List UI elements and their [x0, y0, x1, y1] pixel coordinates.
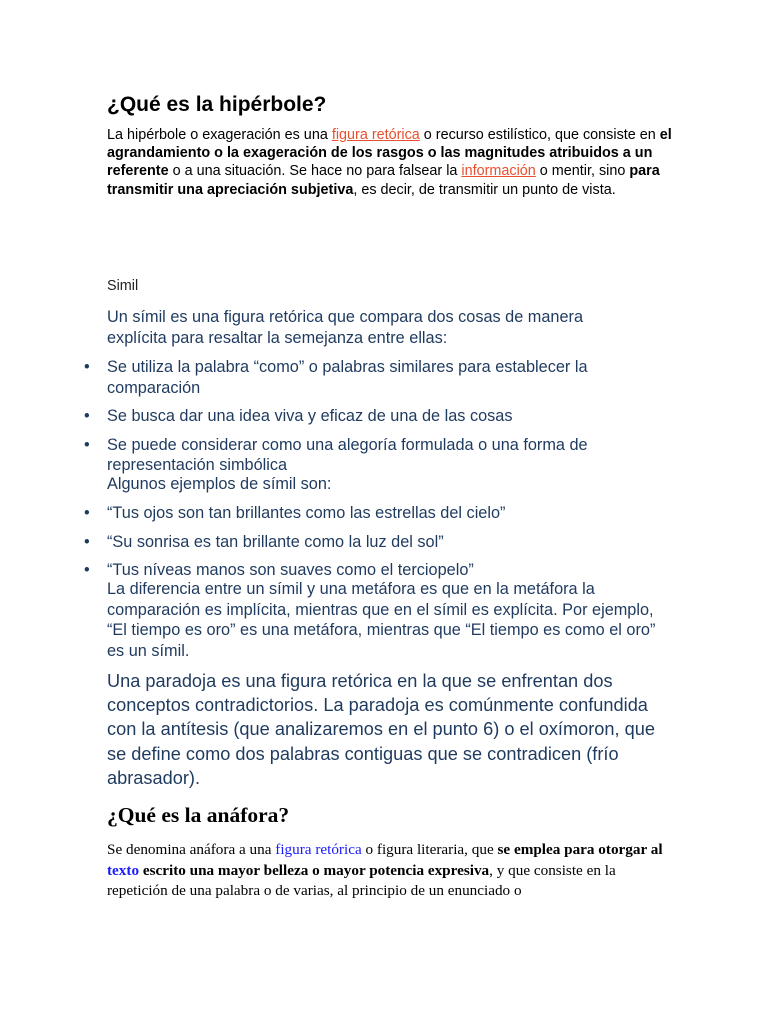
bold-text: escrito una mayor belleza o mayor potencia expresiva [139, 861, 490, 879]
simil-examples-list [84, 503, 667, 589]
simil-intro: Un símil es una figura retórica que compara dos cosas de manera explícita para resaltar la semejanza entre ellas: [107, 308, 584, 347]
text-run: La hipérbole o exageración es una [107, 127, 332, 143]
bullet-icon: • [84, 504, 90, 522]
text-run: o recurso estilístico, que consiste en [419, 127, 660, 143]
text-run: . La paradoja es comúnmente confundida con la antítesis (que analizaremos en el punto 6) o el oxímoron, que se define como dos palabras contiguas que se contradicen (frío abrasador). [107, 695, 655, 788]
list-item [84, 503, 667, 524]
bold-text: para transmitir una apreciación subjetiva [107, 163, 660, 198]
list-item-text: Se puede considerar como una alegoría formulada o una forma de representación simbólica [107, 435, 588, 474]
text-run: o mentir, sino [535, 163, 630, 180]
simil-features-list [84, 357, 647, 476]
bullet-icon: • [84, 358, 90, 376]
bullet-icon: • [84, 435, 90, 454]
list-item [84, 532, 667, 553]
list-item-text: Se busca dar una idea viva y eficaz de una de las cosas [107, 407, 513, 425]
text-run: , y que consiste en la repetición de una palabra o de varias, al principio de un enunciado o [107, 861, 616, 899]
text-run: Una paradoja es una [107, 671, 281, 691]
link-figura-retorica-2[interactable]: figura retórica [275, 841, 362, 858]
link-figura-retorica[interactable]: figura retórica [331, 127, 420, 143]
paragraph-anafora [107, 840, 667, 902]
text-run: figura retórica en la que se enfrentan dos conceptos contradictorios [107, 671, 613, 716]
bold-text: el agrandamiento o la exageración de los rasgos o las magnitudes atribuidos a un referente [107, 127, 672, 180]
examples-intro: Algunos ejemplos de símil son: [107, 475, 332, 493]
list-item-text: Se utiliza la palabra “como” o palabras similares para establecer la comparación [107, 358, 588, 397]
paragraph-hiperbole [107, 126, 677, 199]
list-item-text: “Su sonrisa es tan brillante como la luz del sol” [107, 532, 444, 551]
paragraph-paradoja [107, 669, 667, 790]
heading-anafora: ¿Qué es la anáfora? [107, 803, 290, 827]
text-run: o figura literaria, que [361, 841, 498, 858]
list-item [84, 357, 647, 398]
link-informacion[interactable]: información [461, 163, 536, 180]
bullet-icon: • [84, 407, 90, 425]
list-item [84, 406, 647, 427]
simil-label: Simil [107, 278, 139, 294]
text-run: , es decir, de transmitir un punto de vista. [353, 181, 616, 198]
simil-metafora-difference: La diferencia entre un símil y una metáfora es que en la metáfora la comparación es implícita, mientras que en el símil es explícita. Por ejemplo, “El tiempo es oro” es una metáfora, mientras que “El tiempo es como el oro” es un símil. [107, 580, 656, 660]
text-run: o a una situación. Se hace no para falsear la [168, 163, 462, 180]
list-item [84, 435, 647, 476]
link-texto[interactable]: texto [107, 861, 140, 879]
bold-text: se emplea para otorgar al [497, 841, 663, 858]
heading-hiperbole: ¿Qué es la hipérbole? [107, 93, 327, 116]
bullet-icon: • [84, 561, 90, 579]
bullet-icon: • [84, 532, 90, 551]
list-item-text: “Tus níveas manos son suaves como el terciopelo” [107, 561, 474, 579]
list-item [84, 560, 667, 581]
list-item-text: “Tus ojos son tan brillantes como las estrellas del cielo” [107, 504, 506, 522]
text-run: Se denomina anáfora a una [107, 841, 276, 858]
